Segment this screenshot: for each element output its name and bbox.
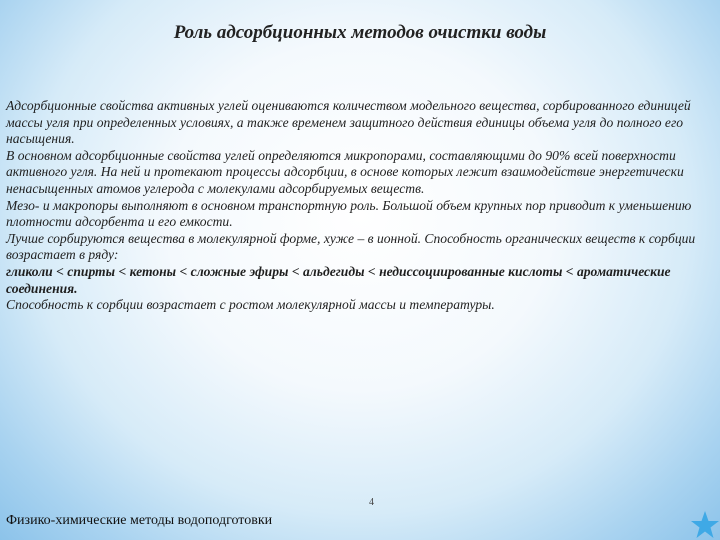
paragraph-macropores: Мезо- и макропоры выполняют в основном транспортную роль. Большой объем крупных пор приводит к уменьшению плотности адсорбента и его емкости. <box>6 197 692 230</box>
sorption-series-text: гликоли < спирты < кетоны < сложные эфиры < альдегиды < недиссоциированные кислоты < ароматические соединения. <box>6 263 671 296</box>
paragraph-definition: Адсорбционные свойства активных углей оцениваются количеством модельного вещества, сорбированного единицей массы угля при определенных условиях, а также временем защитного действия единицы объема угля до полного его насыщения. <box>6 98 691 147</box>
paragraph-sorption-intro: Лучше сорбируются вещества в молекулярной форме, хуже – в ионной. Способность органических веществ к сорбции возрастает в ряду: <box>6 230 696 263</box>
slide-title: Роль адсорбционных методов очистки воды <box>173 22 547 43</box>
footer-text: Физико-химические методы водоподготовки <box>6 513 273 528</box>
slide-body <box>6 98 706 314</box>
sorption-series <box>6 264 706 297</box>
page-number: 4 <box>369 497 374 508</box>
paragraph-conclusion: Способность к сорбции возрастает с ростом молекулярной массы и температуры. <box>6 297 495 313</box>
paragraph-micropores: В основном адсорбционные свойства углей определяются микропорами, составляющими до 90% всей поверхности активного угля. На ней и протекают процессы адсорбции, в основе которых лежит взаимодействие энергетически ненасыщенных атомов углерода с молекулами адсорбируемых веществ. <box>6 147 684 196</box>
star-icon <box>690 510 720 540</box>
